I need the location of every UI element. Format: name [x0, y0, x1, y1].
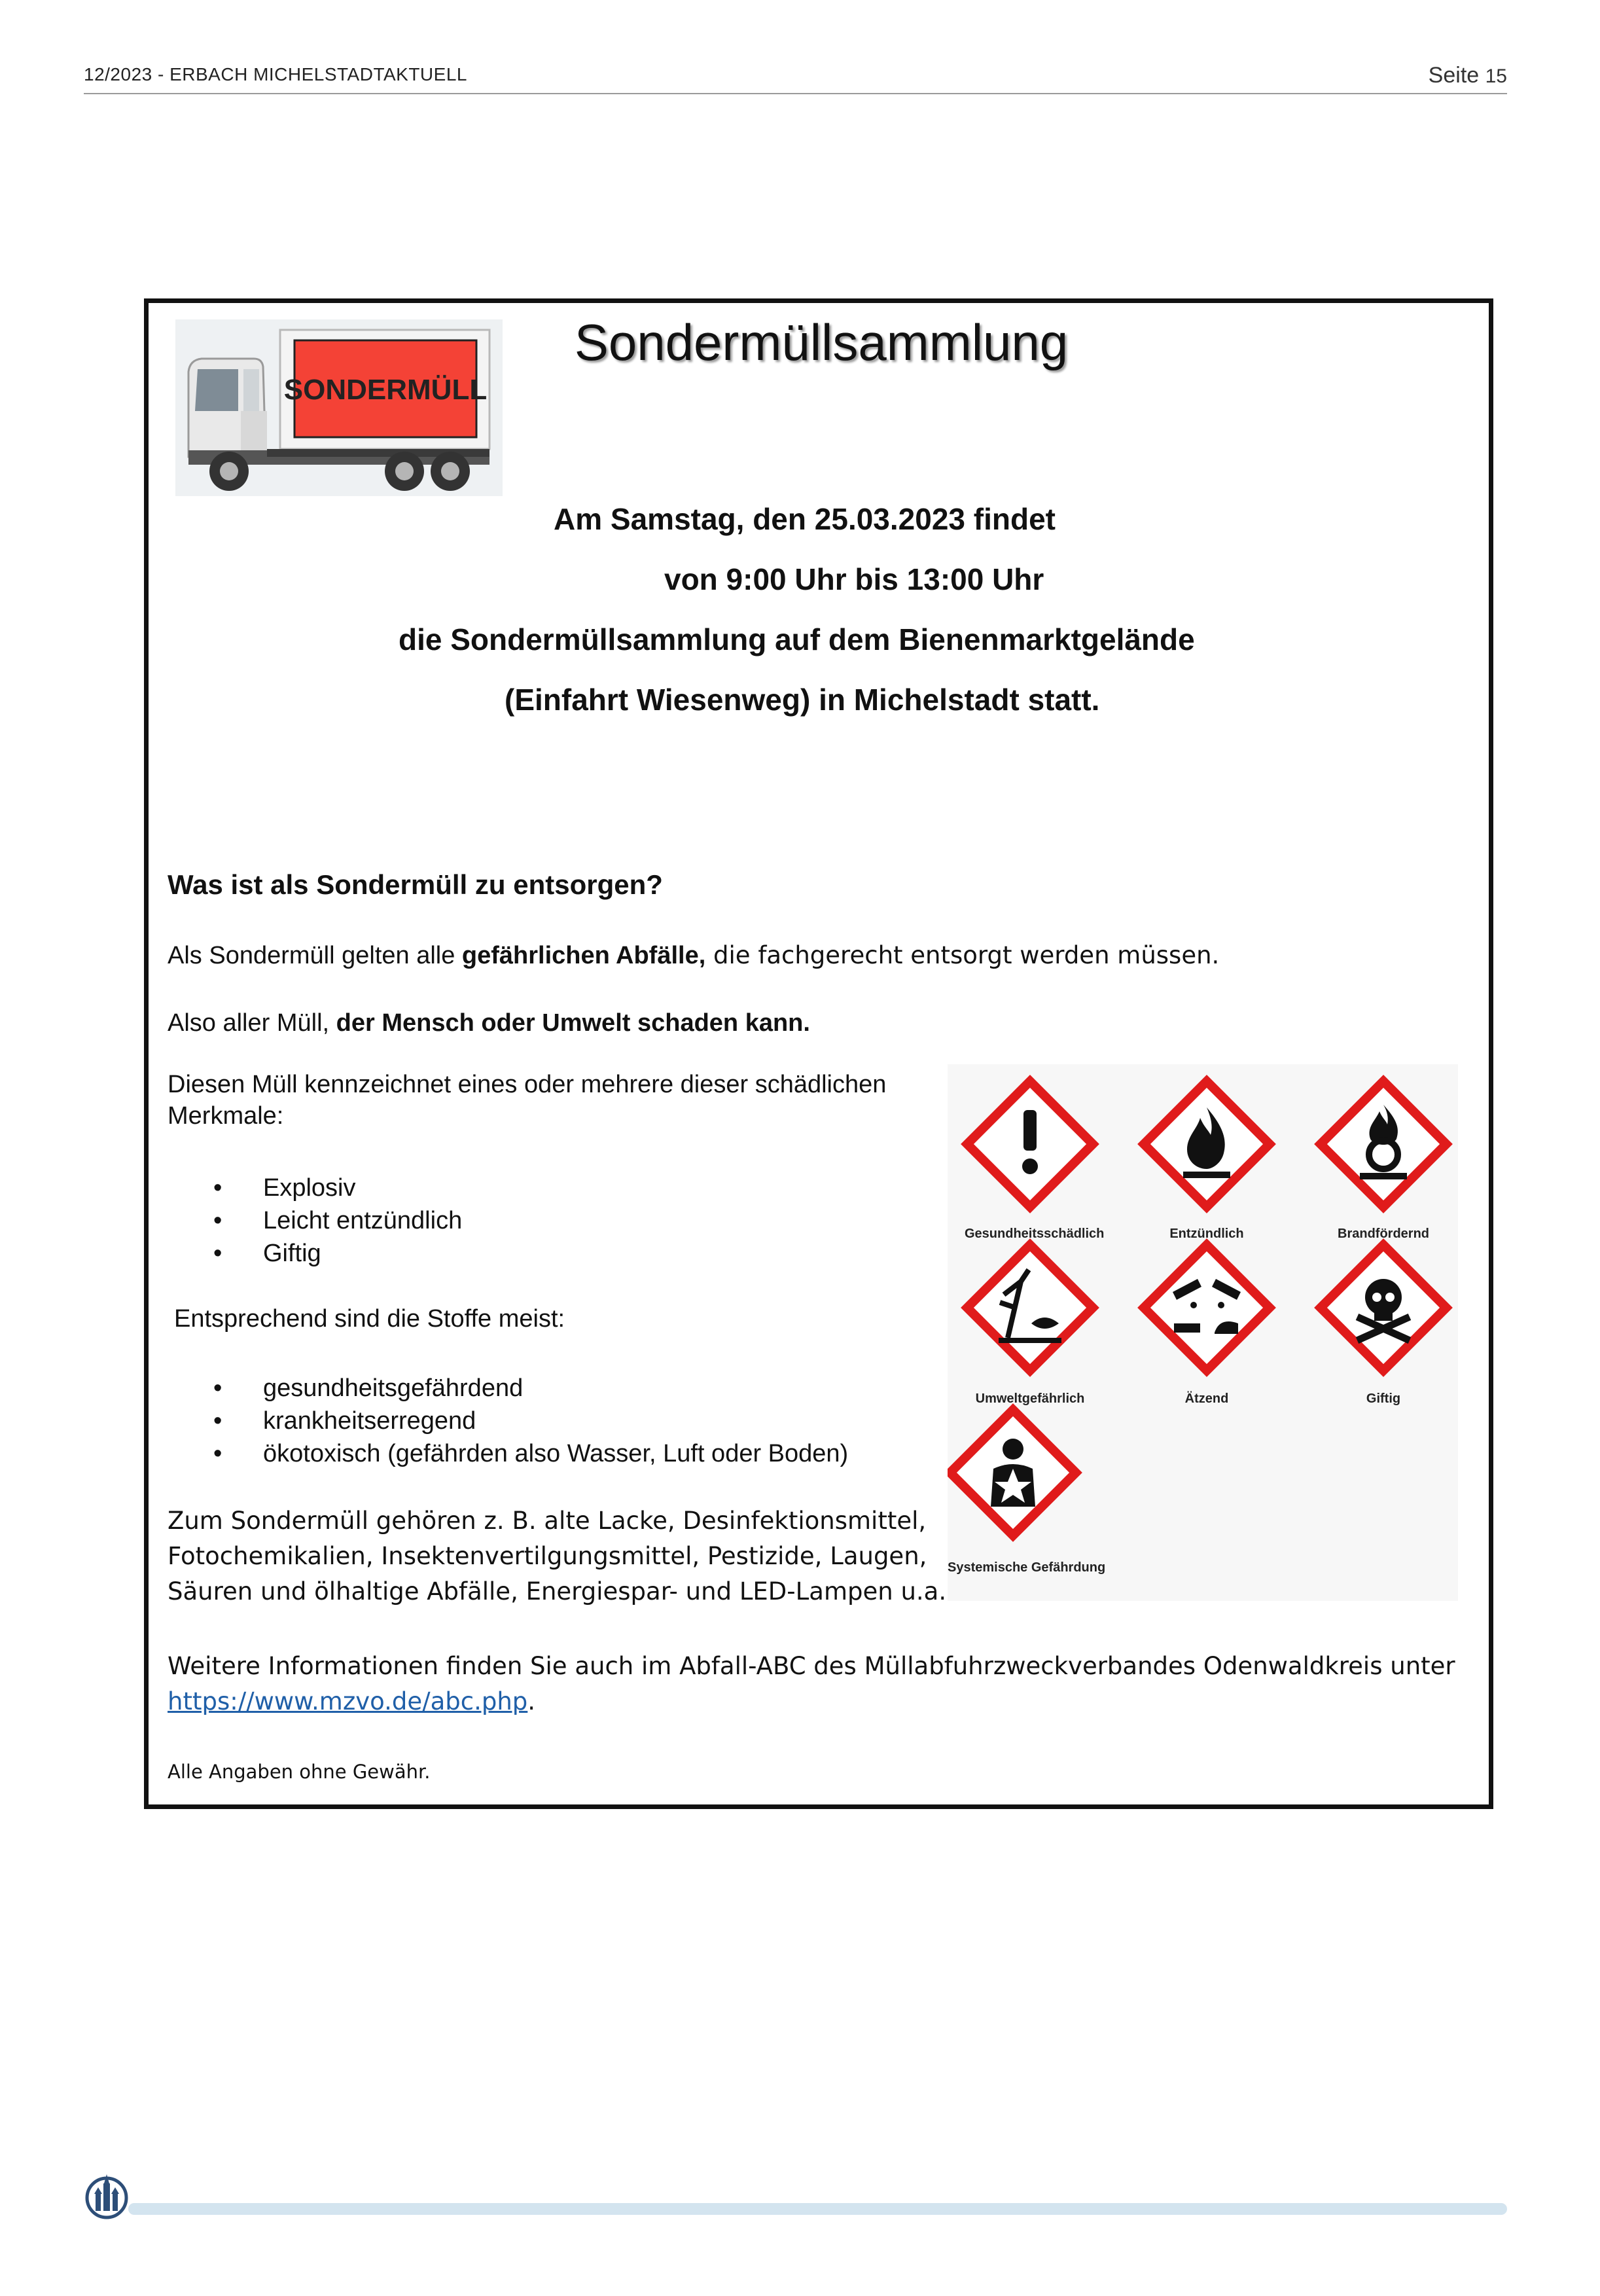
truck-sign-text: SONDERMÜLL: [283, 374, 488, 406]
paragraph-features-line2: Merkmale:: [168, 1102, 284, 1130]
pictogram-label: Brandfördernd: [1338, 1227, 1429, 1241]
pictogram-label: Entzündlich: [1169, 1227, 1244, 1241]
header-page: [1429, 63, 1507, 88]
pictogram-label: Gesundheitsschädlich: [965, 1227, 1105, 1241]
text-run: Also aller Müll,: [168, 1009, 336, 1037]
text-run: .: [527, 1687, 536, 1715]
list-item: • Giftig: [168, 1237, 462, 1270]
event-line-date: Am Samstag, den 25.03.2023 findet: [554, 502, 1056, 536]
paragraph-features-line1: Diesen Müll kennzeichnet eines oder mehrere dieser schädlichen: [168, 1071, 887, 1098]
paragraph-more-info: Weitere Informationen finden Sie auch im Abfall-ABC des Müllabfuhrzweckverbandes Odenwaldkreis unter: [168, 1652, 1455, 1680]
pictogram-label: Umweltgefährlich: [975, 1391, 1085, 1406]
event-line-location: die Sondermüllsammlung auf dem Bienenmarktgelände: [399, 622, 1195, 656]
pictogram-grid: [948, 1064, 1458, 1601]
substances-list: [168, 1372, 848, 1470]
truck-illustration: [175, 319, 503, 496]
paragraph-examples-line2: Fotochemikalien, Insektenvertilgungsmittel, Pestizide, Laugen,: [168, 1542, 927, 1570]
text-run: Als Sondermüll gelten alle: [168, 942, 462, 969]
abc-link[interactable]: https://www.mzvo.de/abc.php: [168, 1687, 528, 1715]
footer-bar: [128, 2203, 1507, 2215]
features-list: [168, 1172, 462, 1270]
paragraph-more-info-link: [168, 1687, 535, 1715]
list-item: • ökotoxisch (gefährden also Wasser, Luft oder Boden): [168, 1437, 848, 1470]
paragraph-definition: [168, 941, 1219, 970]
list-item: • Leicht entzündlich: [168, 1204, 462, 1237]
page-label: Seite: [1428, 63, 1480, 88]
list-item: • gesundheitsgefährdend: [168, 1372, 848, 1405]
pictogram-label: Giftig: [1366, 1391, 1401, 1406]
list-item: • Explosiv: [168, 1172, 462, 1204]
text-run-bold: gefährlichen Abfälle,: [461, 942, 706, 969]
event-line-time: von 9:00 Uhr bis 13:00 Uhr: [664, 562, 1044, 596]
event-line-entrance: (Einfahrt Wiesenweg) in Michelstadt statt.: [505, 683, 1100, 717]
pictogram-label: Ätzend: [1184, 1391, 1229, 1406]
disclaimer: Alle Angaben ohne Gewähr.: [168, 1761, 431, 1783]
pictogram-label: Systemische Gefährdung: [948, 1560, 1106, 1575]
town-logo-icon: [85, 2169, 128, 2221]
page-number: 15: [1485, 65, 1507, 87]
text-run-bold: der Mensch oder Umwelt schaden kann.: [336, 1009, 810, 1037]
section-question: Was ist als Sondermüll zu entsorgen?: [168, 869, 663, 900]
notice-title: Sondermüllsammlung: [574, 314, 1069, 371]
header-publication: 12/2023 - ERBACH MICHELSTADTAKTUELL: [84, 64, 467, 84]
list-item: • krankheitserregend: [168, 1405, 848, 1437]
paragraph-examples-line3: Säuren und ölhaltige Abfälle, Energiespar- und LED-Lampen u.a.: [168, 1577, 947, 1605]
hazard-pictograms: [948, 1064, 1458, 1601]
header-rule: [84, 93, 1507, 94]
paragraph-examples-line1: Zum Sondermüll gehören z. B. alte Lacke, Desinfektionsmittel,: [168, 1507, 927, 1535]
paragraph-substances: Entsprechend sind die Stoffe meist:: [174, 1305, 565, 1333]
paragraph-harm: [168, 1009, 810, 1037]
text-run: die fachgerecht entsorgt werden müssen.: [705, 941, 1220, 969]
